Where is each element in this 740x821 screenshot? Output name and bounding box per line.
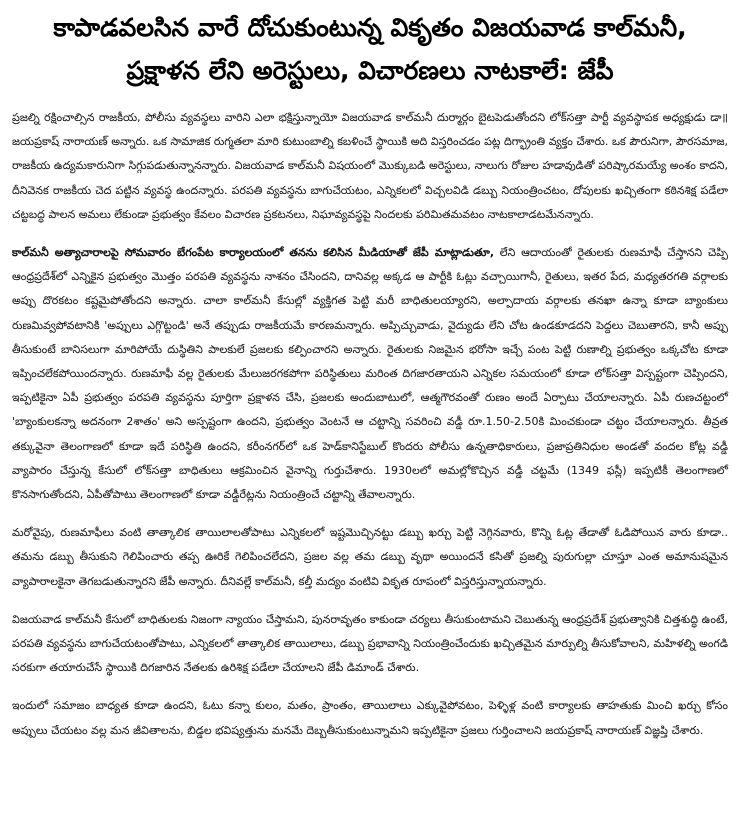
headline-line-1: కాపాడవలసిన వారే దోచుకుంటున్న వికృతం విజయవాడ కాల్‌మనీ, (53, 13, 687, 42)
paragraph-lead: కాల్‌మనీ అత్యాచారాలపై సోమవారం బేగంపేట కార్యాలయంలో తనను కలిసిన మీడియాతో జేపీ మాట్లాడుతూ, (12, 246, 495, 260)
article-paragraph-4 (12, 608, 728, 681)
article-paragraph-1 (12, 106, 728, 227)
article-paragraph-3 (12, 521, 728, 594)
paragraph-text: ప్రజల్ని రక్షించాల్సిన రాజకీయ, పోలీసు వ్యవస్థలు వారిని ఎలా భక్షిస్తున్నాయో విజయవాడ కాల్‌మనీ దుర్మార్గం బైటపెడుతోందని లోక్‌సత్తా పార్టీ వ్యవస్థాపక అధ్యక్షుడు డా॥ జయప్రకాష్ నారాయణ్ అన్నారు. ఒక సామాజిక రుగ్మతలా మారి కుటుంబాల్ని కబళించే స్థాయికి అది విస్తరించడం పట్ల దిగ్భ్రాంతి వ్యక్తం చేశారు. ఒక పౌరునిగా, పౌరసమాజ, రాజకీయ ఉద్యమకారునిగా సిగ్గుపడుతున్నానన్నారు. విజయవాడ కాల్‌మనీ విషయంలో మొక్కుబడి అరెస్టులు, నాలుగు రోజుల హడావుడితో పరిష్కారమయ్యే అంశం కాదని, దీనివెనక రాజకీయ చెద పట్టిన వ్యవస్థ ఉందన్నారు. పరపతి వ్యవస్థను బాగుచేయటం, ఎన్నికలలో విచ్చలవిడి డబ్బు నియంత్రించటం, దోపులకు ఖచ్చితంగా కఠినశిక్ష పడేలా చట్టబద్ధ పాలన అమలు లేకుండా ప్రభుత్వం కేవలం విచారణ ప్రకటనలు, నిఘావ్యవస్థపై నిందలకు పరిమితమవటం నాటకాలాడటమేనన్నారు. (12, 111, 728, 221)
paragraph-text: ఇందులో సమాజం బాధ్యత కూడా ఉందని, ఓటు కన్నా కులం, మతం, ప్రాంతం, తాయిలాలు ఎక్కువైపోవటం, పెళ్ళిళ్ల వంటి కార్యాలకు తాహతుకు మించి ఖర్చు కోసం అప్పులు చేయటం వల్ల మన జీవితాలను, బిడ్డల భవిష్యత్తును మనమే దెబ్బతీసుకుంటున్నామని ఇప్పటికైనా ప్రజలు గుర్తించాలని జయప్రకాష్ నారాయణ్ విజ్ఞప్తి చేశారు. (12, 699, 728, 737)
paragraph-text: మరోవైపు, రుణమాఫీలు వంటి తాత్కాలిక తాయిలాలతోపాటు ఎన్నికలలో ఇష్టమొచ్చినట్టు డబ్బు ఖర్చు పెట్టి నెగ్గినవారు, కొన్ని ఓట్ల తేడాతో ఓడిపోయిన వారు కూడా.. తమను డబ్బు తీసుకుని గెలిపించారు తప్ప ఊరికే గెలిపించలేదని, ప్రజల వల్ల తమ డబ్బు వృథా అయిందనే కసితో ప్రజల్ని పురుగుల్లా చూస్తూ ఎంత అమానుషమైన వ్యాపారాలకైనా తెగబడుతున్నారని జేపీ అన్నారు. దీనివల్లే కాల్‌మనీ, కల్తీ మద్యం వంటివి వికృత రూపంలో విస్తరిస్తున్నాయన్నారు. (12, 526, 728, 588)
article-paragraph-5 (12, 694, 728, 742)
article-headline (12, 6, 728, 92)
paragraph-text: విజయవాడ కాల్‌మనీ కేసులో బాధితులకు నిజంగా న్యాయం చేస్తామని, పునరావృతం కాకుండా చర్యలు తీసుకుంటామని చెబుతున్న ఆంధ్రప్రదేశ్ ప్రభుత్వానికి చిత్తశుద్ధి ఉంటే, పరపతి వ్యవస్థను బాగుచేయటంతోపాటు, ఎన్నికలలో తాత్కాలిక తాయిలాలు, డబ్బు ప్రభావాన్ని నియంత్రించేందుకు ఖచ్చితమైన మార్పుల్ని తీసుకోవాలని, మహిళల్ని అంగడి సరకుగా తయారుచేసే స్థాయికి దిగజారిన నేతలకు ఉరిశిక్ష పడేలా చేయాలని జేపీ డిమాండ్ చేశారు. (12, 612, 728, 675)
headline-line-2: ప్రక్షాళన లేని అరెస్టులు, విచారణలు నాటకాలే: జేపీ (126, 56, 614, 85)
article-paragraph-2 (12, 241, 728, 507)
paragraph-text: లేని ఆదాయంతో రైతులకు రుణమాఫీ చేస్తానని చెప్పి ఆంధ్రప్రదేశ్‌లో ఎన్నికైన ప్రభుత్వం మొత్తం పరపతి వ్యవస్థను నాశనం చేసిందని, దానివల్ల అక్కడ ఆ పార్టీకి ఓట్లు వచ్చాయిగానీ, రైతులు, ఇతర పేద, మధ్యతరగతి వర్గాలకు అప్పు దొరకటం కష్టమైపోతోందని అన్నారు. చాలా కాల్‌మనీ కేసుల్లో వ్యక్తిగత పెట్టి మరీ బాధితులయ్యారని, అల్పాదాయ వర్గాలకు తనఖా ఉన్నా కూడా బ్యాంకులు రుణమివ్వపోవటానికి 'అప్పులు ఎగ్గొట్టండి' అనే తప్పుడు రాజకీయమే కారణమన్నారు. అప్పిచ్చువాడు, వైద్యుడు లేని చోట ఉండకూడదని పెద్దలు చెబుతారని, కానీ అప్పు తీసుకుంటే బానిసలుగా మారిపోయే దుస్థితిని పాలకులే ప్రజలకు కల్పించారని అన్నారు. రైతులకు నిజమైన భరోసా ఇచ్చే పంట పెట్టి రుణాల్ని ప్రభుత్వం ఒక్కచోట కూడా ఇప్పించలేకపోయిందన్నారు. రుణమాఫీ వల్ల రైతులకు మేలుజరగకపోగా పరిస్థితులు మరింత దిగజారతాయని ఎన్నికల సమయంలో కూడా లోక్‌సత్తా విస్పష్టంగా చెప్పిందని, ఇప్పటికైనా ఏపీ ప్రభుత్వం పరపతి వ్యవస్థను పూర్తిగా ప్రక్షాళన చేసి, ప్రజలకు అందుబాటులో, ఆత్మగౌరవంతో రుణం అందే ఏర్పాటు చేయాలన్నారు. ఏపీ రుణచట్టంలో 'బ్యాంకులకన్నా అదనంగా 2శాతం' అని అస్పష్టంగా ఉందని, ప్రభుత్వం వెంటనే ఆ చట్టాన్ని సవరించి వడ్డీ రూ.1.50-2.50కి మించకుండా చట్టం చేయాలన్నారు. తీవ్రత తక్కువైనా తెలంగాణలో కూడా ఇదే పరిస్థితి ఉందని, కరీంనగర్‌లో ఒక హెడ్‌కానిస్టేబుల్ కొందరు పోలీసు ఉన్నతాధికారులు, ప్రజాప్రతినిధుల అండతో వందల కోట్ల వడ్డీ వ్యాపారం చేస్తున్న కేసులో లోక్‌సత్తా బాధితులు ఆక్రమించిన వైనాన్ని గుర్తుచేశారు. 1930లలో అమల్లోకొచ్చిన వడ్డీ చట్టమే (1349 ఫస్లీ) ఇప్పటికీ తెలంగాణలో కొనసాగుతోందని, ఏపీతోపాటు తెలంగాణలో కూడా వడ్డీరేట్లను నియంత్రించే చట్టాన్ని తేవాలన్నారు. (12, 246, 728, 502)
